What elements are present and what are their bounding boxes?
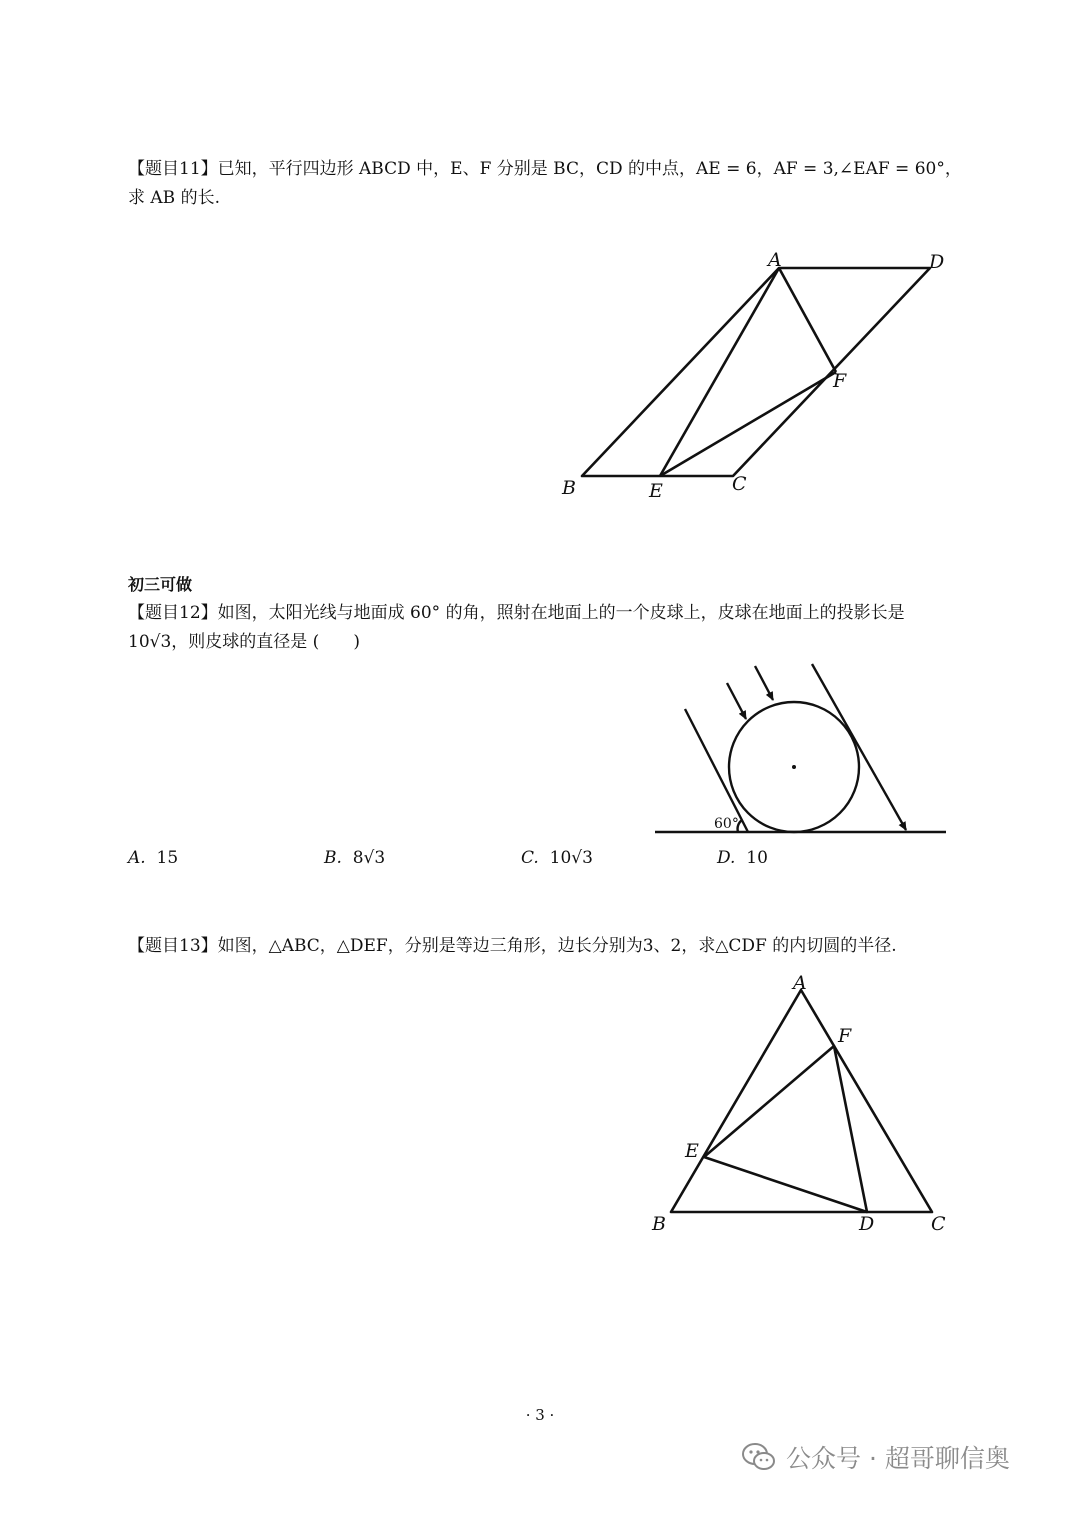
q11-label-c: C [732, 473, 747, 495]
wechat-icon [742, 1442, 776, 1472]
q13-triangle-def [704, 1046, 867, 1212]
q13-triangle-abc [671, 990, 932, 1212]
q13-label-d: D [859, 1213, 875, 1235]
q12-angle-label: 60° [714, 816, 739, 832]
q12-text-line2: 10√3，则皮球的直径是 ( ) [128, 632, 360, 652]
q11-text-line1: 【题目11】已知，平行四边形 ABCD 中，E、F 分别是 BC，CD 的中点，AE = 6，AF = 3,∠EAF = 60°， [128, 159, 962, 179]
q12-text-line1: 【题目12】如图，太阳光线与地面成 60° 的角，照射在地面上的一个皮球上，皮球在地面上的投影长是 [128, 603, 905, 623]
watermark [742, 1435, 1010, 1479]
q11-label-f: F [833, 370, 847, 392]
section-heading: 初三可做 [128, 575, 193, 594]
q11-label-b: B [562, 477, 576, 499]
q13-label-f: F [838, 1025, 852, 1047]
q12-option-d[interactable]: D. 10 [717, 848, 768, 868]
q13-label-e: E [685, 1140, 699, 1162]
q12-option-c[interactable]: C. 10√3 [521, 848, 593, 868]
q12-option-b[interactable]: B. 8√3 [324, 848, 386, 868]
q13-text-line1: 【题目13】如图，△ABC，△DEF，分别是等边三角形，边长分别为3、2，求△CDF 的内切圆的半径. [128, 936, 897, 956]
q11-text-line2: 求 AB 的长. [128, 188, 220, 208]
watermark-text: 公众号 · 超哥聊信奥 [786, 1444, 1010, 1473]
q13-label-b: B [652, 1213, 666, 1235]
q12-option-a[interactable]: A. 15 [128, 848, 179, 868]
q13-label-a: A [793, 972, 807, 994]
q11-label-a: A [768, 249, 782, 271]
q11-label-e: E [649, 480, 663, 502]
q13-label-c: C [931, 1213, 946, 1235]
q11-label-d: D [929, 251, 945, 273]
page-number: · 3 · [525, 1406, 555, 1424]
